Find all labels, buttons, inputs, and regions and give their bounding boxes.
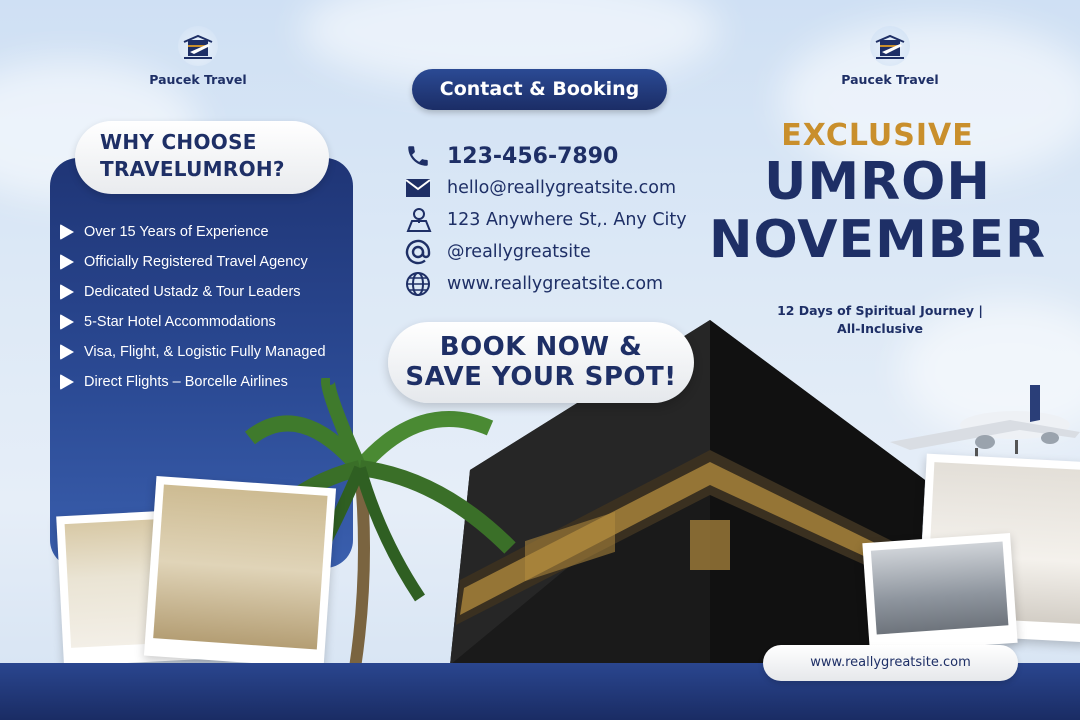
brand-logo-left (138, 26, 258, 87)
book-now-line2: SAVE YOUR SPOT! (405, 362, 677, 392)
play-triangle-icon (60, 314, 74, 330)
contact-social[interactable] (405, 236, 687, 268)
trip-subtitle (760, 302, 1000, 338)
airplane-illustration (890, 380, 1080, 465)
map-icon (405, 205, 435, 235)
contact-website[interactable] (405, 268, 687, 300)
globe-icon (405, 269, 435, 299)
play-triangle-icon (60, 284, 74, 300)
book-now-line1: BOOK NOW & (439, 332, 643, 362)
brand-logo-right (830, 26, 950, 87)
why-choose-list (60, 217, 326, 397)
list-item: 5-Star Hotel Accommodations (60, 307, 326, 337)
headline-november: NOVEMBER (708, 210, 1047, 270)
mosque-hall-photo (144, 476, 336, 668)
list-item: Visa, Flight, & Logistic Fully Managed (60, 337, 326, 367)
plane-logo-icon (870, 26, 910, 66)
headline-umroh: UMROH (764, 152, 991, 212)
list-item: Officially Registered Travel Agency (60, 247, 326, 277)
book-now-button[interactable] (388, 322, 694, 403)
social-handle: @reallygreatsite (447, 242, 591, 262)
phone-icon (405, 141, 435, 171)
play-triangle-icon (60, 224, 74, 240)
train-station-photo (862, 533, 1017, 653)
footer-website-link[interactable]: www.reallygreatsite.com (763, 645, 1018, 681)
email-address: hello@reallygreatsite.com (447, 178, 676, 198)
trip-subtitle-line2: All-Inclusive (837, 321, 923, 336)
trip-subtitle-line1: 12 Days of Spiritual Journey | (777, 303, 983, 318)
play-triangle-icon (60, 344, 74, 360)
contact-address[interactable] (405, 204, 687, 236)
list-item: Over 15 Years of Experience (60, 217, 326, 247)
play-triangle-icon (60, 374, 74, 390)
headline (700, 118, 1055, 269)
brand-name: Paucek Travel (841, 72, 939, 87)
contact-email[interactable] (405, 172, 687, 204)
mail-icon (405, 173, 435, 203)
website-url: www.reallygreatsite.com (447, 274, 664, 294)
headline-exclusive: EXCLUSIVE (781, 118, 974, 153)
contact-booking-title: Contact & Booking (412, 69, 667, 110)
play-triangle-icon (60, 254, 74, 270)
contact-phone[interactable] (405, 140, 687, 172)
list-item: Direct Flights – Borcelle Airlines (60, 367, 326, 397)
street-address: 123 Anywhere St,. Any City (447, 210, 687, 230)
list-item: Dedicated Ustadz & Tour Leaders (60, 277, 326, 307)
why-title-line2: TRAVELUMROH? (100, 157, 285, 181)
at-icon (405, 237, 435, 267)
phone-number: 123-456-7890 (447, 143, 619, 169)
why-choose-title (75, 121, 329, 194)
plane-logo-icon (178, 26, 218, 66)
why-title-line1: WHY CHOOSE (100, 130, 257, 154)
brand-name: Paucek Travel (149, 72, 247, 87)
contact-list (405, 140, 687, 300)
